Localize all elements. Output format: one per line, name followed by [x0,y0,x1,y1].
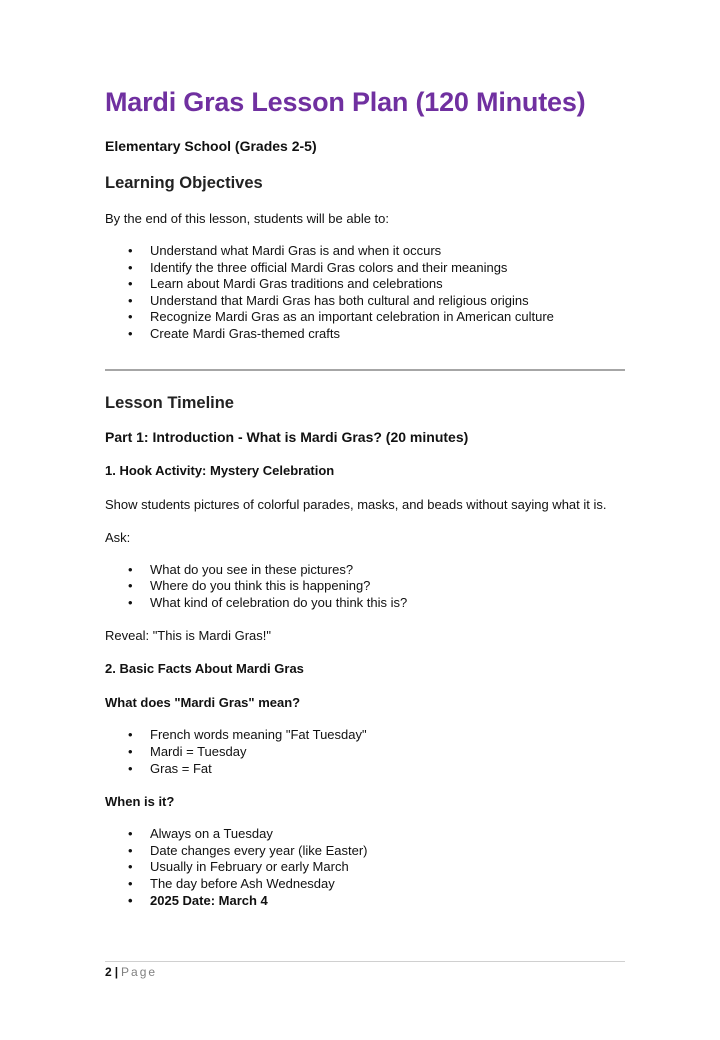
when-list [105,826,625,909]
learning-objectives-heading: Learning Objectives [105,174,263,192]
page-label: Page [121,965,158,979]
questions-list [105,562,625,612]
bullet-icon: • [128,760,133,776]
list-item: • What kind of celebration do you think this is? [128,594,408,610]
bullet-icon: • [128,875,133,891]
part1-heading: Part 1: Introduction - What is Mardi Gras? (20 minutes) [105,428,469,445]
list-item: • Recognize Mardi Gras as an important celebration in American culture [128,309,554,325]
bullet-icon: • [128,743,133,759]
list-item: • Identify the three official Mardi Gras colors and their meanings [128,259,508,275]
list-item: • Date changes every year (like Easter) [128,842,368,858]
section-divider [105,369,625,371]
bullet-icon: • [128,276,133,292]
bullet-icon: • [128,325,133,341]
basic-facts-heading: 2. Basic Facts About Mardi Gras [105,661,304,677]
bullet-icon: • [128,243,133,258]
list-item: • Learn about Mardi Gras traditions and celebrations [128,276,443,292]
page-number: 2 [105,965,112,979]
footer-divider [105,961,625,962]
list-item: • Usually in February or early March [128,859,349,875]
meaning-heading: What does "Mardi Gras" mean? [105,695,301,711]
objectives-list [105,243,625,343]
bullet-icon: • [128,892,133,908]
ask-label: Ask: [105,529,131,545]
grade-level-subtitle: Elementary School (Grades 2-5) [105,138,317,154]
document-title: Mardi Gras Lesson Plan (120 Minutes) [105,87,586,117]
hook-activity-heading: 1. Hook Activity: Mystery Celebration [105,462,335,478]
hook-activity-text: Show students pictures of colorful parades, masks, and beads without saying what it is. [105,496,607,512]
list-item: • Where do you think this is happening? [128,578,371,594]
bullet-icon: • [128,309,133,325]
objectives-intro: By the end of this lesson, students will be able to: [105,211,390,226]
list-item: • Understand what Mardi Gras is and when it occurs [128,243,442,258]
bullet-icon: • [128,259,133,275]
list-item: • Mardi = Tuesday [128,743,247,759]
list-item: • 2025 Date: March 4 [128,892,268,908]
bullet-icon: • [128,561,133,577]
list-item: • Understand that Mardi Gras has both cultural and religious origins [128,292,529,308]
bullet-icon: • [128,594,133,610]
bullet-icon: • [128,727,133,743]
list-item: • Always on a Tuesday [128,826,273,842]
bullet-icon: • [128,842,133,858]
bullet-icon: • [128,859,133,875]
when-heading: When is it? [105,794,175,810]
list-item: • The day before Ash Wednesday [128,875,335,891]
bullet-icon: • [128,826,133,842]
bullet-icon: • [128,578,133,594]
document-page [105,82,625,909]
footer-separator: | [114,965,119,979]
list-item: • French words meaning "Fat Tuesday" [128,727,367,743]
bullet-icon: • [128,292,133,308]
list-item: • What do you see in these pictures? [128,561,354,577]
page-footer [105,963,157,981]
list-item: • Gras = Fat [128,760,212,776]
meaning-list [105,727,625,777]
lesson-timeline-heading: Lesson Timeline [105,393,234,412]
list-item: • Create Mardi Gras-themed crafts [128,325,341,341]
reveal-text: Reveal: "This is Mardi Gras!" [105,628,271,644]
